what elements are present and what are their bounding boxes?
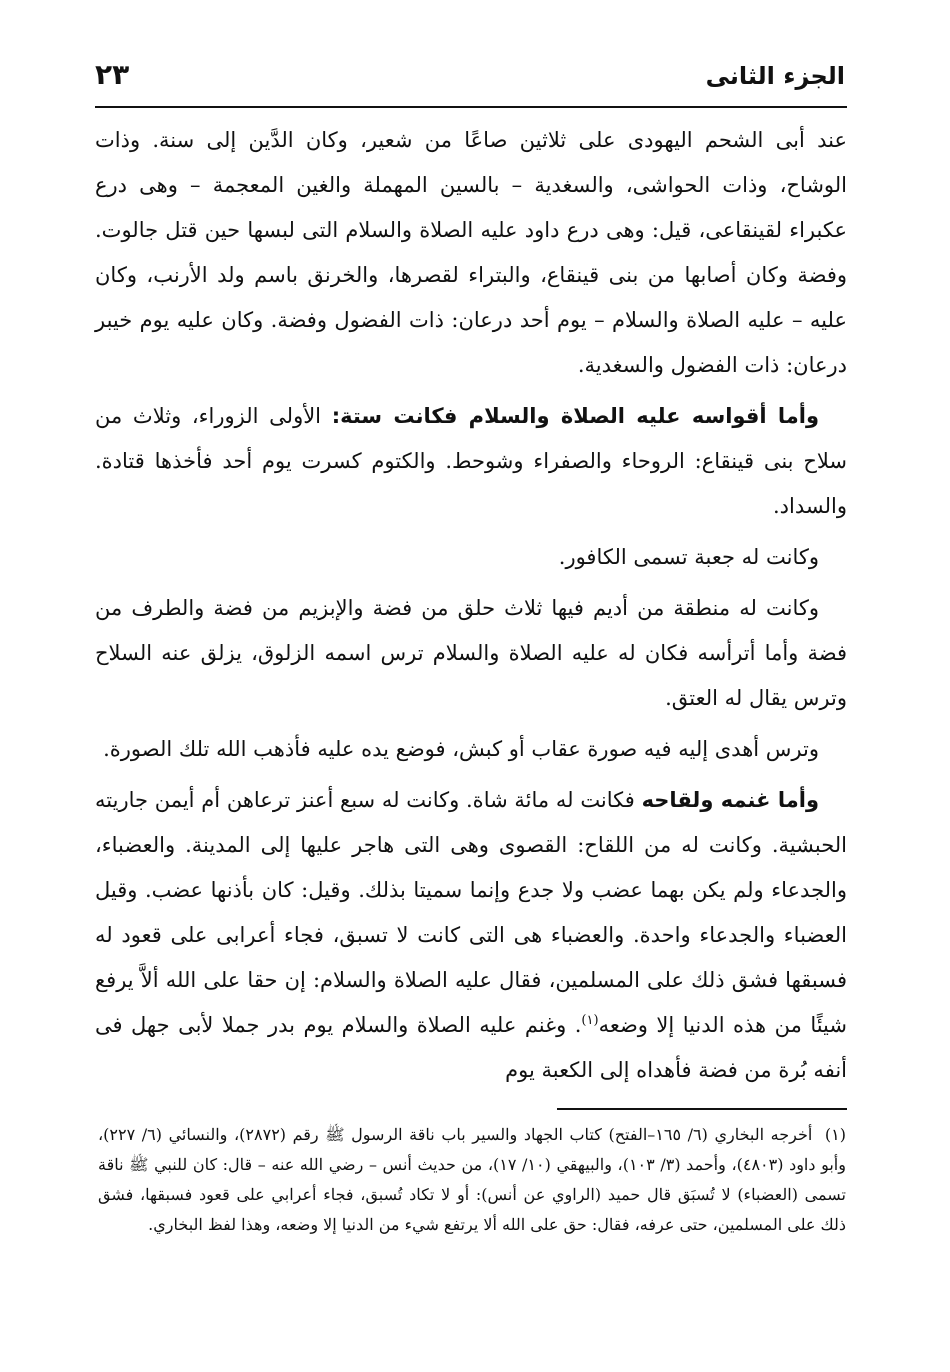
- running-title: الجزء الثانى: [705, 62, 845, 90]
- paragraph-text: عند أبى الشحم اليهودى على ثلاثين صاعًا من شعير، وكان الدَّين إلى سنة. وذات الوشاح، وذات الحواشى، والسغدية – بالسين المهملة والغين المعجمة – وهى درع عكبراء لقينقاعى، قيل: وهى درع داود عليه الصلاة والسلام التى لبسها حين قتل جالوت. وفضة وكان أصابها من بنى قينقاع، والبتراء لقصرها، والخرنق باسم ولد الأرنب، وكان عليه – عليه الصلاة والسلام – يوم أحد درعان: ذات الفضول وفضة. وكان عليه يوم خيبر درعان: ذات الفضول والسغدية.: [95, 128, 847, 377]
- paragraph-text-continued: . وغنم عليه الصلاة والسلام يوم بدر جملا لأبى جهل فى أنفه بُرة من فضة فأهداه إلى الكعبة يوم: [95, 1013, 847, 1082]
- main-text: [95, 118, 847, 1099]
- page-header: [95, 58, 845, 102]
- footnote-divider: [557, 1108, 847, 1110]
- paragraph-bows: [95, 394, 847, 529]
- header-divider: [95, 106, 847, 108]
- paragraph-armor: [95, 118, 847, 388]
- paragraph-text: فكانت له مائة شاة. وكانت له سبع أعنز ترعاهن أم أيمن جاريته الحبشية. وكانت له من اللقاح: القصوى وهى التى هاجر عليها إلى المدينة. والعضباء، والجدعاء ولم يكن بهما عضب ولا جدع وإنما سميتا بذلك. وقيل: كان بأذنها عضب. وقيل العضباء والجدعاء واحدة. والعضباء هى التى كانت لا تسبق، فجاء أعرابى على قعود له فسبقها فشق ذلك على المسلمين، فقال عليه الصلاة والسلام: إن حقا على الله ألاَّ يرفع شيئًا من هذه الدنيا إلا وضعه: [95, 788, 847, 1037]
- paragraph-belt-shields: [95, 586, 847, 721]
- footnote-text: أخرجه البخاري (٦/ ١٦٥–الفتح) كتاب الجهاد والسير باب ناقة الرسول ﷺ رقم (٢٨٧٢)، والنسائي (٦/ ٢٢٧)، وأبو داود (٤٨٠٣)، وأحمد (٣/ ١٠٣)، والبيهقي (١٠/ ١٧)، من حديث أنس – رضي الله عنه – قال: كان للنبي ﷺ ناقة تسمى (العضباء) لا تُسبَق قال حميد (الراوي عن أنس): أو لا تكاد تُسبق، فجاء أعرابي على قعود فسبقها، فشق ذلك على المسلمين، حتى عرفه، فقال: حق على الله ألا يرتفع شيء من الدنيا إلا وضعه، وهذا لفظ البخاري.: [98, 1125, 846, 1234]
- page-number: ٢٣: [95, 58, 130, 91]
- paragraph-text: وترس أهدى إليه فيه صورة عقاب أو كبش، فوضع يده عليه فأذهب الله تلك الصورة.: [103, 737, 819, 761]
- paragraph-text: الأولى الزوراء، وثلاث من سلاح بنى قينقاع: الروحاء والصفراء وشوحط. والكتوم كسرت يوم أحد فأخذها قتادة. والسداد.: [95, 404, 847, 518]
- section-lead: وأما أقواسه عليه الصلاة والسلام فكانت ستة:: [331, 404, 819, 428]
- footnote-marker[interactable]: (١): [581, 1013, 599, 1028]
- paragraph-text: وكانت له جعبة تسمى الكافور.: [558, 545, 819, 569]
- paragraph-livestock: [95, 778, 847, 1093]
- section-lead: وأما غنمه ولقاحه: [641, 788, 819, 812]
- paragraph-quiver: [95, 535, 847, 580]
- paragraph-text: وكانت له منطقة من أديم فيها ثلاث حلق من فضة والإبزيم من فضة والطرف من فضة وأما أترأسه فكان له عليه الصلاة والسلام ترس اسمه الزلوق، يزلق عنه السلاح وترس يقال له العتق.: [95, 596, 847, 710]
- footnote: [98, 1120, 846, 1240]
- footnote-number: (١): [824, 1125, 846, 1144]
- paragraph-gifted-shield: [95, 727, 847, 772]
